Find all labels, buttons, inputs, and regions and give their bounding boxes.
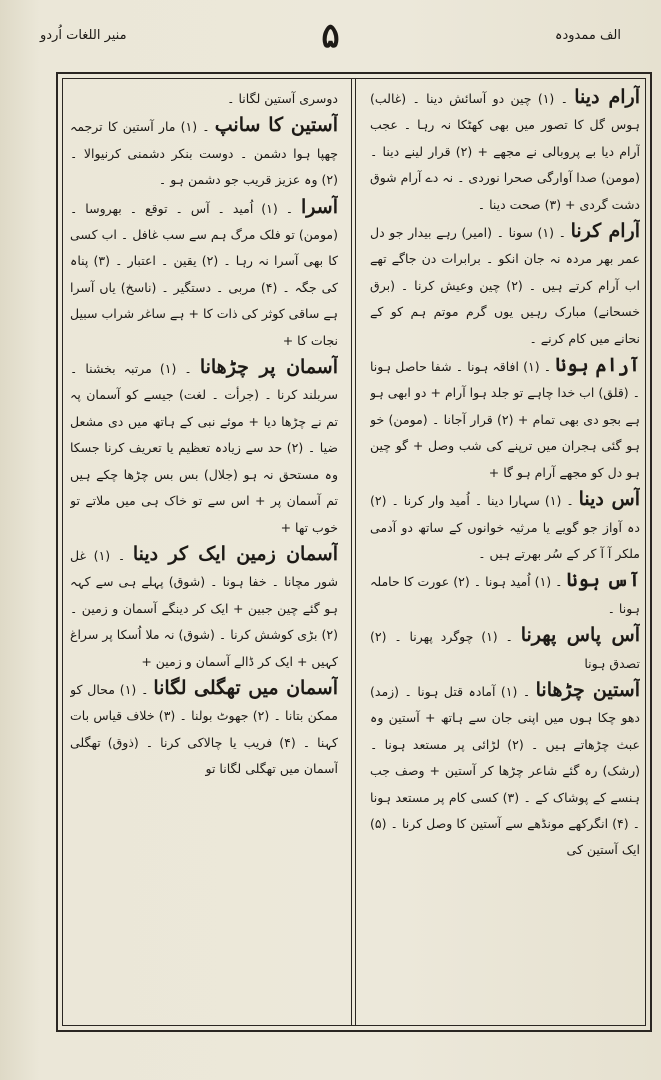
headword: آس پاس پھرنا <box>520 624 640 647</box>
section-title: الف ممدودہ <box>554 28 621 43</box>
entry <box>70 354 338 541</box>
headword: آرام ہونا <box>555 354 640 377</box>
definition: ۔ (۱) مرتبہ بخشنا ۔ سربلند کرنا ۔ (جرأت ۔ لغت) جیسے کو آسمان پہ تم نے چڑھا دیا + موئے نبی کے ہاتھ میں دی مشعل ضیا ۔ (۲) حد سے زیادہ تعظیم یا تعریف کرنا جسکا وہ مستحق نہ ہو (جلال) بس بس چڑھا چکے ہیں تم آسمان پر + اس سے تو خاک ہی میں ملاتے تو خوب تھا + <box>70 361 338 535</box>
definition: ۔ (۱) محال کو ممکن بتانا ۔ (۲) جھوٹ بولنا ۔ (۳) خلاف قیاس بات کہنا ۔ (۴) فریب یا چالاکی کرنا ۔ (ذوق) تھگلی آسمان میں تھگلی لگانا تو <box>70 681 338 777</box>
entry <box>370 218 640 352</box>
entry <box>70 675 338 783</box>
entry <box>70 84 338 112</box>
left-column <box>70 84 338 1020</box>
entry <box>70 194 338 354</box>
definition: ۔ (۱) مار آستین کا ترجمہ چھپا ہوا دشمن ۔ دوست بنکر دشمنی کرنیوالا ۔ (۲) وہ عزیز قریب جو دشمن ہو ۔ <box>70 119 338 188</box>
headword: آس ہونا <box>566 569 640 592</box>
definition: ۔ (۱) افاقہ ہونا ۔ شفا حاصل ہونا ۔ (قلق) اب خدا چاہے تو جلد ہوا آرام + دو ابھی ہو ہے بجو دی بھی تمام + (۲) قرار آجانا ۔ (مومن) خو ہو گئی ہجران میں ترپنے کی شب وصل + گو چین ہو دل کو مجھے آرام ہو گا + <box>370 359 640 480</box>
definition: دوسری آستین لگانا ۔ <box>227 91 338 106</box>
headword: آرام دینا <box>574 86 640 108</box>
entry <box>370 486 640 567</box>
text-frame <box>56 72 652 1032</box>
definition: ۔ (۱) چوگرد پھرنا ۔ (۲) تصدق ہونا <box>370 629 640 671</box>
column-divider <box>351 78 356 1026</box>
headword: آرام کرنا <box>570 220 640 243</box>
entry <box>370 84 640 218</box>
definition: ۔ (۱) آمادہ قتل ہونا ۔ (زمد) دھو چکا ہوں میں اپنی جان سے ہاتھ + آستین وہ عبث چڑھاتے ہیں ۔ (۲) لڑائی پر مستعد ہونا ۔ (رشک) رہ گئے شاعر چڑھا کر آستین + وصف جب ہنسے کے پوشاک کے ۔ (۳) کسی کام پر مستعد ہونا ۔ (۴) انگرکھے مونڈھے سے آستین کا وصل کرنا ۔ (۵) ایک آستین کی <box>370 683 640 858</box>
headword: آستین کا سانپ <box>214 114 338 137</box>
headword: آسمان زمین ایک کر دینا <box>132 542 338 565</box>
definition: ۔ (۱) چین دو آسائش دینا ۔ (غالب) ہوس گل کا تصور میں بھی کھٹکا نہ رہا ۔ عجب آرام دیا بے پروبالی نے مجھے + (۲) قرار لینے دینا ۔ (مومن) صدا آوارگی صحرا نوردی ۔ نہ دے آرام شوق دشت گردی + (۳) صحت دینا ۔ <box>370 91 640 212</box>
headword: آستین چڑھانا <box>535 678 640 701</box>
headword: آسمان میں تھگلی لگانا <box>153 676 338 699</box>
page-header <box>40 16 621 62</box>
definition: ۔ (۱) سہارا دینا ۔ اُمید وار کرنا ۔ (۲) دہ آواز جو گویے یا مرثیہ خوانوں کے ساتھ دو آدمی ملکر آ آ کر کے سُر بھرتے ہیں ۔ <box>370 493 640 561</box>
book-title: منیر اللغات اُردو <box>40 28 127 43</box>
headword: آس دینا <box>578 488 640 511</box>
entry <box>70 541 338 675</box>
right-column <box>370 84 640 1020</box>
entry <box>370 677 640 864</box>
definition: ۔ (۱) سونا ۔ (امیر) رہے بیدار جو دل عمر بھر مردہ نہ جان انکو ۔ برابرات دن جاگے تھے اب آرام کرتے ہیں ۔ (۲) چین وعیش کرنا ۔ (برق خسحانے) مبارک رہیں یوں گرم موتم ہم کو کے نحانے میں کام کرنے ۔ <box>370 225 640 346</box>
definition: ۔ (۱) غل شور مچانا ۔ خفا ہونا ۔ (شوق) پہلے ہی سے کہہ ہو گئے چین جبین + ایک کر دینگے آسمان و زمین ۔ (۲) بڑی کوشش کرنا ۔ (شوق) نہ ملا اُسکا پر سراغ کہیں + ایک کر ڈالے آسمان و زمین + <box>70 547 338 669</box>
headword: آسرا <box>301 195 338 218</box>
entry <box>70 112 338 193</box>
definition: ۔ (۱) اُمید ہونا ۔ (۲) عورت کا حاملہ ہونا ۔ <box>370 574 640 616</box>
entry <box>370 352 640 486</box>
definition: ۔ (۱) اُمید ۔ آس ۔ توقع ۔ بھروسا ۔ (مومن) تو فلک مرگ ہم سے سب غافل ۔ اب کسی کا بھی آسرا نہ رہا ۔ (۲) یقین ۔ اعتبار ۔ (۳) پناہ کی جگہ ۔ (۴) مربی ۔ دستگیر ۔ (ناسخ) یاں آسرا ہے ساقی کوثر کی ذات کا + ہے ساغر شراب سبیل نجات کا + <box>70 200 338 348</box>
entry <box>370 622 640 677</box>
entry <box>370 567 640 622</box>
headword: آسمان پر چڑھانا <box>199 356 338 379</box>
page-number: ۵ <box>321 16 340 56</box>
